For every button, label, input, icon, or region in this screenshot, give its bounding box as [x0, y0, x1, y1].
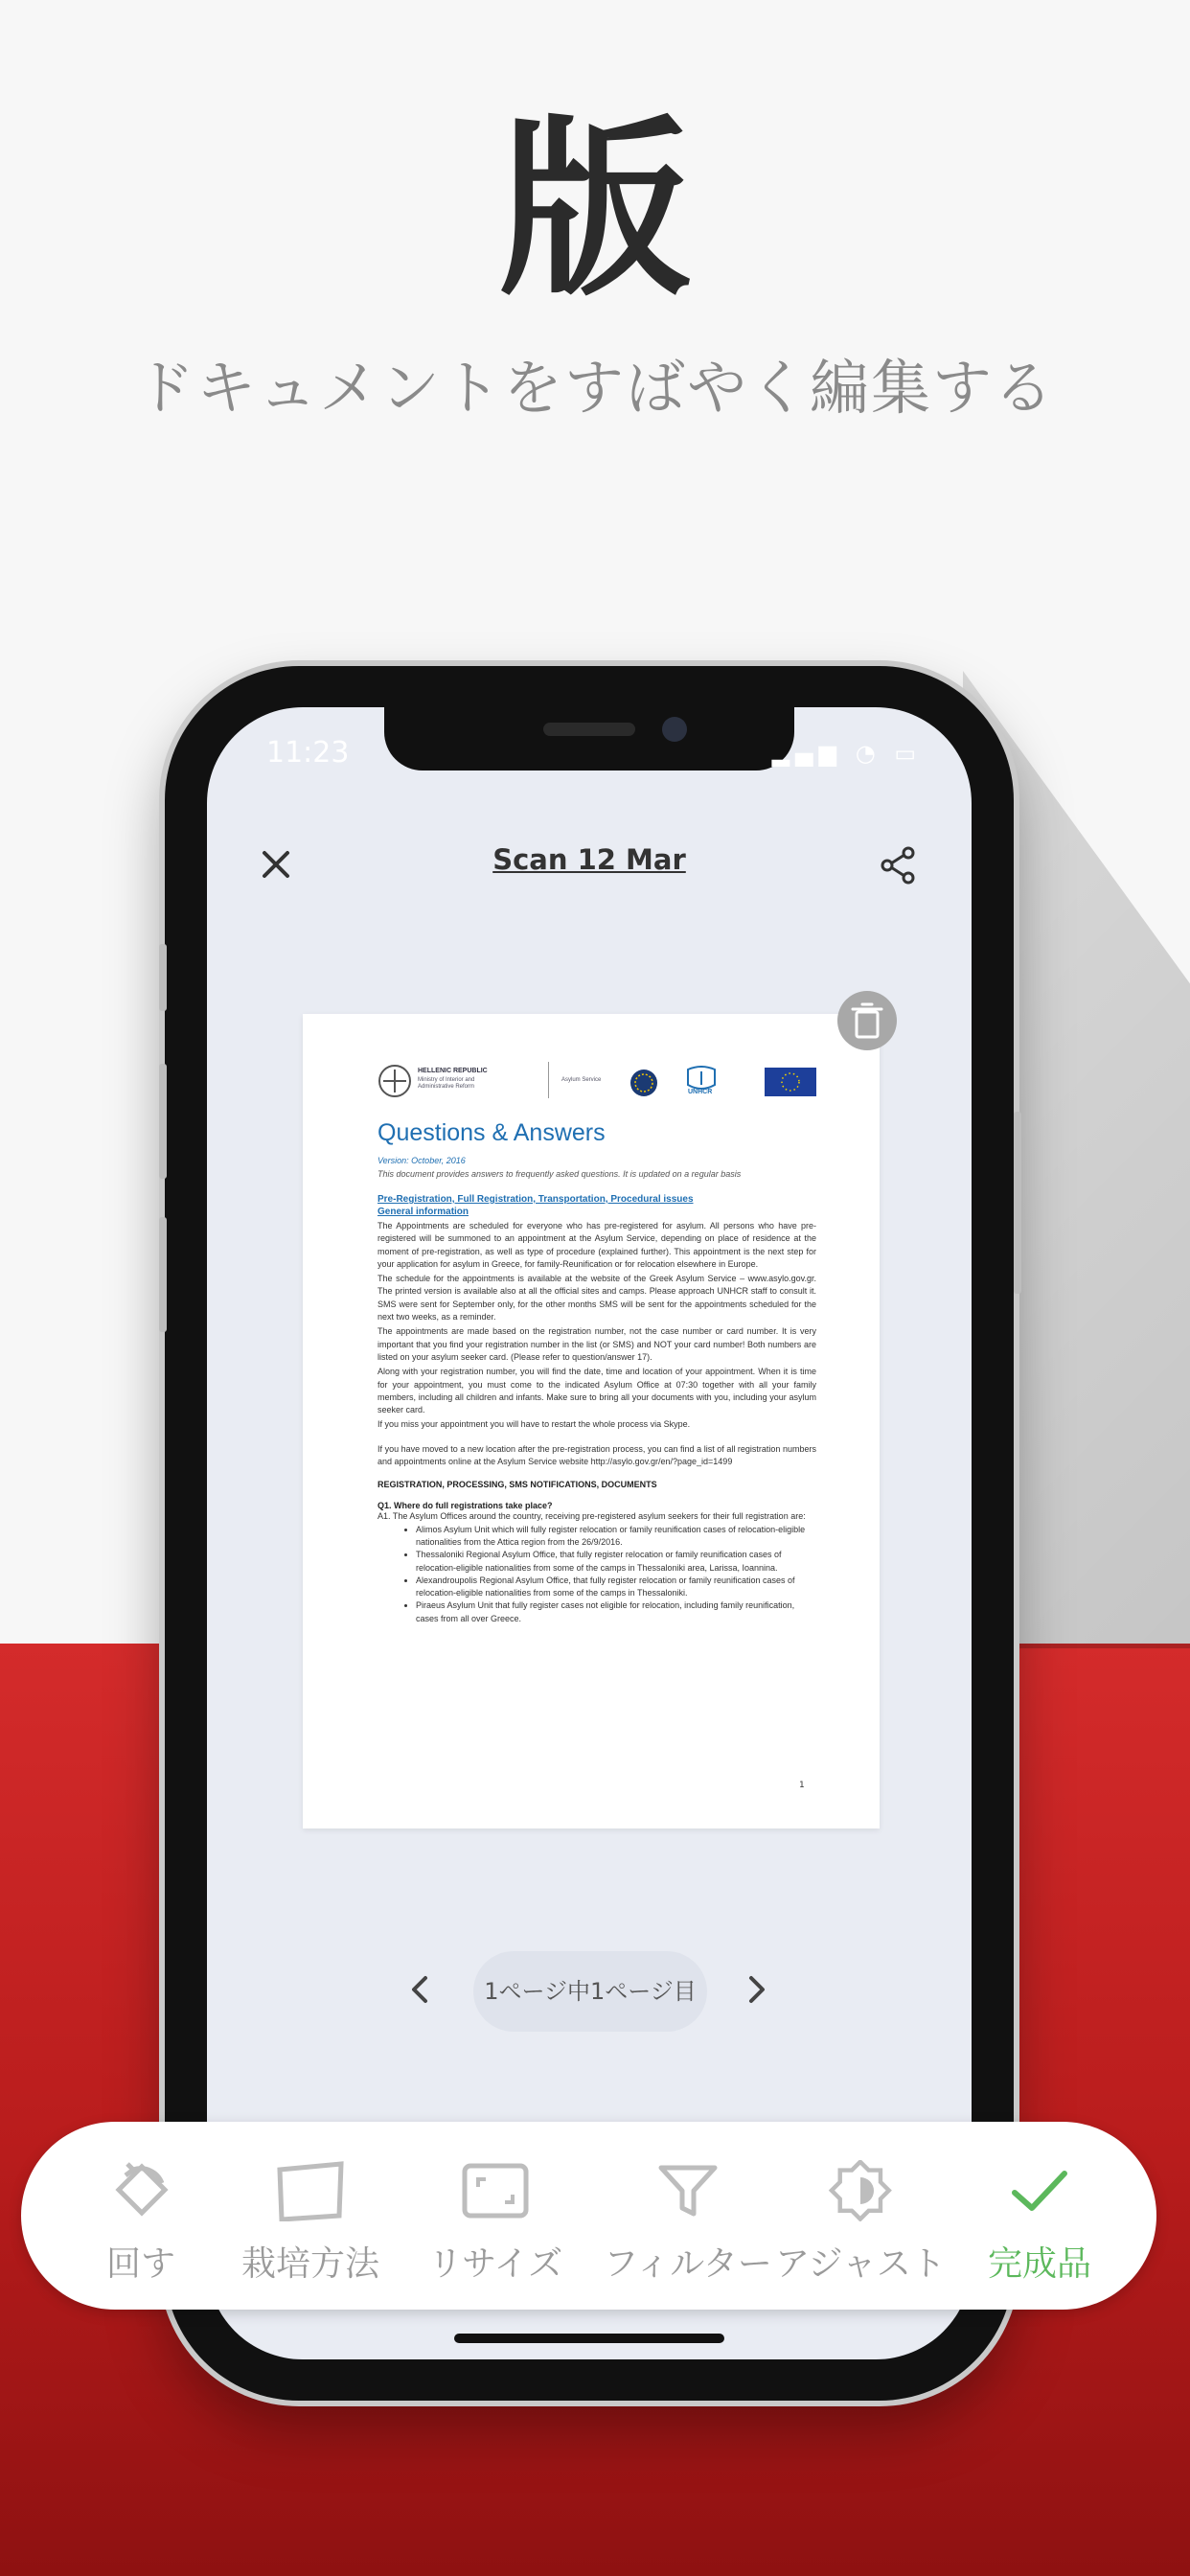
phone-side-button — [159, 944, 167, 1011]
done-button[interactable] — [977, 2160, 1102, 2284]
status-icons — [772, 740, 922, 767]
document-title: Questions & Answers — [378, 1119, 606, 1146]
list-item: • Thessaloniki Regional Asylum Office, that fully register relocation or family reunification cases of relocation-eligible nationalities from some of the camps in Thessaloniki area, Larissa, Ioannina. — [416, 1549, 816, 1575]
document-bullet-list — [378, 1524, 816, 1625]
document-paragraph: The schedule for the appointments is available at the website of the Greek Asylum Service – www.asylo.gov.gr. The printed version is available also at all the official sites and camps. Please approach UNHCR staff to consult it. SMS were sent for September only, for the other months SMS will be sent for the appointments scheduled for the next two weeks, as a reminder. — [378, 1274, 816, 1322]
chevron-left-icon — [408, 1974, 431, 2005]
document-paragraph: The appointments are made based on the registration number, not the case number or card number. It is very important that you find your registration number in the list (or SMS) and NOT your card number! Both numbers are listed on your asylum seeker card. (Please refer to question/answer 17). — [378, 1326, 816, 1362]
logo-text-ministry: Ministry of Interior and Administrative Reform — [418, 1077, 475, 1090]
document-page-number: 1 — [799, 1781, 805, 1790]
filter-icon — [652, 2160, 724, 2221]
share-button[interactable] — [878, 845, 918, 886]
speaker — [543, 723, 635, 736]
battery-icon: ▭ — [894, 740, 922, 767]
rotate-label: 回す — [105, 2244, 175, 2284]
phone-side-button — [1014, 1112, 1021, 1294]
status-time: 11:23 — [266, 736, 350, 770]
logo-text-asylum: Asylum Service — [561, 1077, 602, 1083]
document-answer: A1. The Asylum Offices around the country, receiving pre-registered asylum seekers for their full registration are: — [378, 1511, 806, 1522]
crop-button[interactable] — [234, 2160, 387, 2284]
next-page-button[interactable] — [745, 1974, 768, 2005]
done-label: 完成品 — [987, 2244, 1091, 2284]
previous-page-button[interactable] — [408, 1974, 431, 2005]
document-content — [378, 1062, 816, 1625]
document-page — [303, 1014, 880, 1828]
phone-side-button — [159, 1217, 167, 1332]
document-paragraph: If you miss your appointment you will have to restart the whole process via Skype. — [378, 1419, 691, 1430]
adjust-button[interactable] — [774, 2160, 947, 2284]
headline: 版 — [498, 99, 691, 322]
camera — [662, 717, 687, 742]
page-indicator: 1ページ中1ページ目 — [473, 1951, 707, 2032]
adjust-label: アジャスト — [775, 2244, 946, 2284]
document-paragraph: The Appointments are scheduled for everyone who has pre-registered for asylum. All persons who have pre-registered will be summoned to an appointment at the Asylum Service, depending on place of residence at the moment of pre-registration, as well as type of procedure (explained further). This appointment is the next step for your application for asylum in Greece, for family-Reunification or for relocation elsewhere in Europe. — [378, 1221, 816, 1269]
delete-page-button[interactable] — [837, 991, 897, 1050]
resize-label: リサイズ — [427, 2244, 563, 2284]
resize-icon — [459, 2160, 532, 2221]
brightness-adjust-icon — [824, 2160, 897, 2221]
logo-text-unhcr: UNHCR — [688, 1089, 713, 1095]
rotate-icon — [104, 2160, 177, 2221]
greek-emblem-icon — [378, 1064, 412, 1098]
phone-screen — [207, 707, 972, 2359]
crop-icon — [272, 2160, 349, 2221]
document-paragraph: Along with your registration number, you will find the date, time and location of your appointment. When it is time for your appointment, you must come to the indicated Asylum Office at 07:30 together with all your family members, including all children and infants. Make sure to bring all your documents with you, including your asylum seeker card. — [378, 1367, 816, 1415]
document-section-link[interactable]: Pre-Registration, Full Registration, Transportation, Procedural issues — [378, 1194, 694, 1205]
phone-side-button — [159, 1064, 167, 1179]
document-subsection-link[interactable]: General information — [378, 1207, 469, 1217]
edit-toolbar — [21, 2122, 1156, 2310]
trash-icon — [837, 991, 897, 1050]
rotate-button[interactable] — [69, 2160, 213, 2284]
scan-title: Scan 12 Mar — [492, 843, 686, 876]
subtitle: ドキュメントをすばやく編集する — [134, 353, 1055, 423]
eu-flag-icon — [765, 1068, 816, 1096]
logo-text-hellenic: HELLENIC REPUBLIC — [418, 1068, 488, 1074]
share-icon — [878, 845, 918, 886]
document-version: Version: October, 2016 — [378, 1156, 466, 1165]
document-intro: This document provides answers to frequently asked questions. It is updated on a regular basis — [378, 1169, 742, 1179]
resize-button[interactable] — [423, 2160, 567, 2284]
wifi-icon: ◔ — [855, 740, 881, 767]
document-question: Q1. Where do full registrations take place? — [378, 1501, 553, 1511]
list-item: • Piraeus Asylum Unit that fully register cases not eligible for relocation, including family reunification, cases from all over Greece. — [416, 1599, 816, 1625]
crop-label: 栽培方法 — [240, 2244, 379, 2284]
document-heading: REGISTRATION, PROCESSING, SMS NOTIFICATIONS, DOCUMENTS — [378, 1480, 657, 1490]
list-item: • Alexandroupolis Regional Asylum Office, that fully register relocation or family reunification cases of relocation-eligible nationalities from some of the camps in Thessaloniki. — [416, 1575, 816, 1600]
document-logos — [378, 1062, 816, 1100]
logo-divider — [548, 1062, 549, 1098]
document-paragraph: If you have moved to a new location after the pre-registration process, you can find a list of all registration numbers and appointments online at the Asylum Service website http://asylo.gov.gr/en/?page_id=1499 — [378, 1443, 816, 1467]
signal-icon: ▂▄▆ — [771, 740, 843, 767]
filter-label: フィルター — [604, 2244, 772, 2284]
chevron-right-icon — [745, 1974, 768, 2005]
phone-notch — [384, 707, 794, 770]
list-item: • Alimos Asylum Unit which will fully register relocation or family reunification cases of relocation-eligible nationalities from the Attica region from the 26/9/2016. — [416, 1524, 816, 1550]
home-indicator — [454, 2334, 724, 2343]
checkmark-icon — [1003, 2160, 1076, 2221]
filter-button[interactable] — [602, 2160, 774, 2284]
easo-logo-icon — [629, 1068, 667, 1098]
